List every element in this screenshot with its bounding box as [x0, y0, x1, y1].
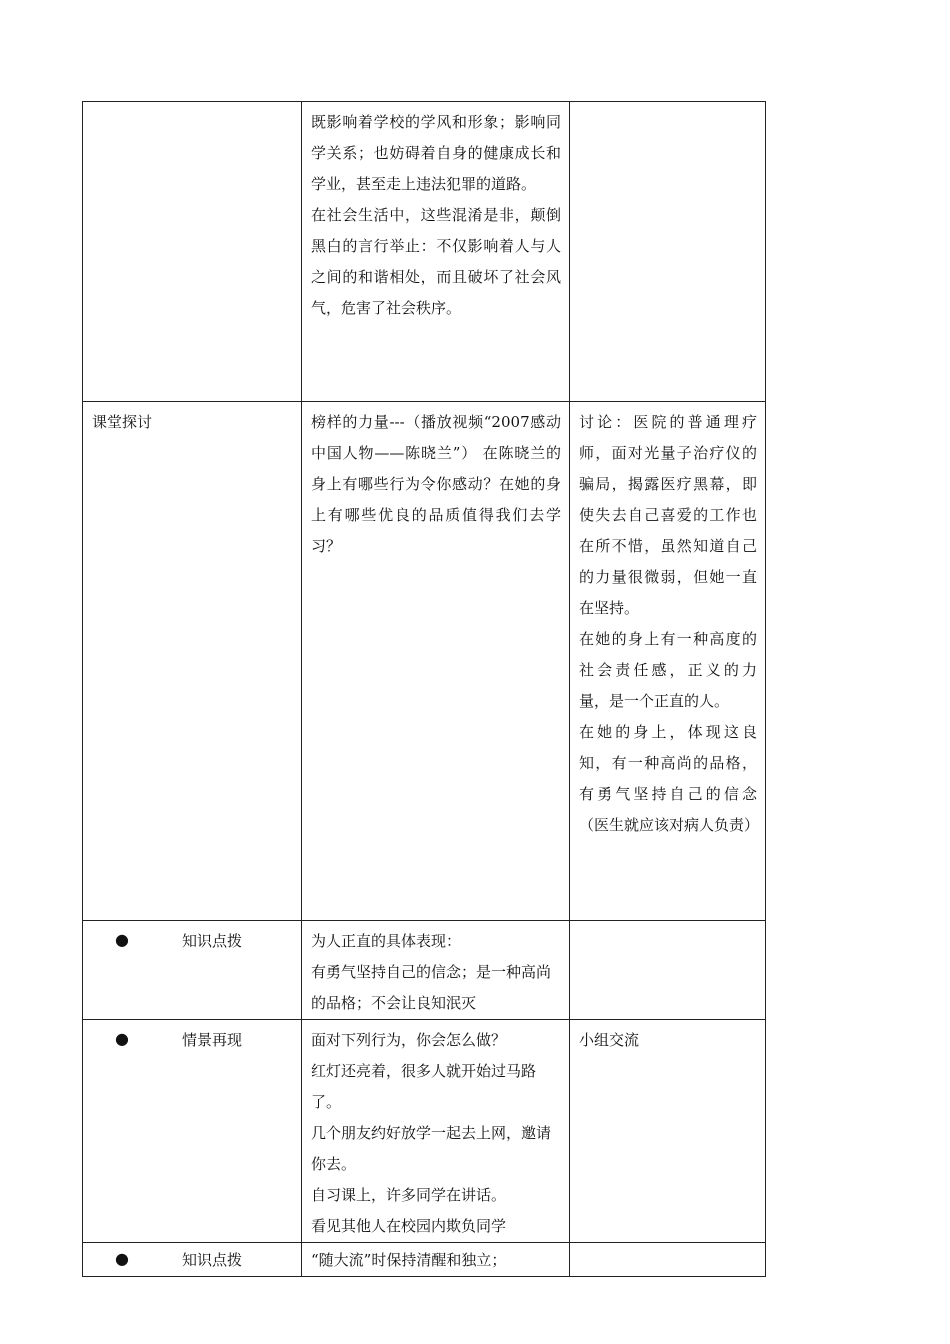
paragraph: 自习课上，许多同学在讲话。 — [311, 1186, 507, 1204]
bullet-icon: ● — [115, 1249, 129, 1268]
row-label: 情景再现 — [182, 1031, 243, 1049]
paragraph: 讨论：医院的普通理疗师，面对光量子治疗仪的骗局，揭露医疗黑幕，即使失去自己喜爱的工作也在所不惜，虽然知道自己的力量很微弱，但她一直在坚持。 — [579, 413, 757, 617]
row-label-cell — [83, 402, 302, 921]
content-cell — [302, 1243, 570, 1277]
row-label: 知识点拨 — [182, 932, 243, 950]
row-label: 知识点拨 — [182, 1251, 243, 1269]
activity-cell — [570, 1243, 766, 1277]
paragraph: 榜样的力量---（播放视频“2007感动中国人物——陈晓兰”） 在陈晓兰的身上有哪些行为令你感动？在她的身上有哪些优良的品质值得我们去学习？ — [311, 413, 561, 555]
table-row — [83, 1243, 766, 1277]
paragraph: 有勇气坚持自己的信念；是一种高尚的品格；不会让良知泯灭 — [311, 963, 552, 1012]
activity-cell — [570, 402, 766, 921]
table-row — [83, 1020, 766, 1243]
table-row — [83, 921, 766, 1020]
paragraph: 红灯还亮着，很多人就开始过马路了。 — [311, 1062, 537, 1111]
row-label: 课堂探讨 — [92, 413, 153, 431]
content-cell — [302, 102, 570, 402]
paragraph: 几个朋友约好放学一起去上网，邀请你去。 — [311, 1124, 552, 1173]
row-label-cell — [83, 1243, 302, 1277]
content-cell — [302, 1020, 570, 1243]
bullet-icon: ● — [115, 1029, 129, 1048]
content-cell — [302, 921, 570, 1020]
content-cell — [302, 402, 570, 921]
row-label-cell — [83, 102, 302, 402]
row-label-cell — [83, 1020, 302, 1243]
activity-cell — [570, 921, 766, 1020]
paragraph: 既影响着学校的学风和形象；影响同学关系；也妨碍着自身的健康成长和学业，甚至走上违法犯罪的道路。 — [311, 113, 561, 193]
paragraph: 在她的身上，体现这良知，有一种高尚的品格，有勇气坚持自己的信念（医生就应该对病人负责） — [579, 723, 760, 834]
activity-cell — [570, 102, 766, 402]
lesson-plan-sheet — [82, 101, 765, 1277]
bullet-icon: ● — [115, 930, 129, 949]
paragraph: 小组交流 — [579, 1031, 640, 1049]
paragraph: 面对下列行为，你会怎么做？ — [311, 1031, 507, 1049]
table-row — [83, 402, 766, 921]
paragraph: 在她的身上有一种高度的社会责任感，正义的力量，是一个正直的人。 — [579, 630, 757, 710]
lesson-table — [82, 101, 766, 1277]
table-row — [83, 102, 766, 402]
paragraph: 为人正直的具体表现： — [311, 932, 462, 950]
activity-cell — [570, 1020, 766, 1243]
row-label-cell — [83, 921, 302, 1020]
paragraph: 看见其他人在校园内欺负同学 — [311, 1217, 507, 1235]
paragraph: “随大流”时保持清醒和独立； — [311, 1251, 507, 1269]
paragraph: 在社会生活中，这些混淆是非，颠倒黑白的言行举止：不仅影响着人与人之间的和谐相处，而且破坏了社会风气，危害了社会秩序。 — [311, 206, 561, 317]
